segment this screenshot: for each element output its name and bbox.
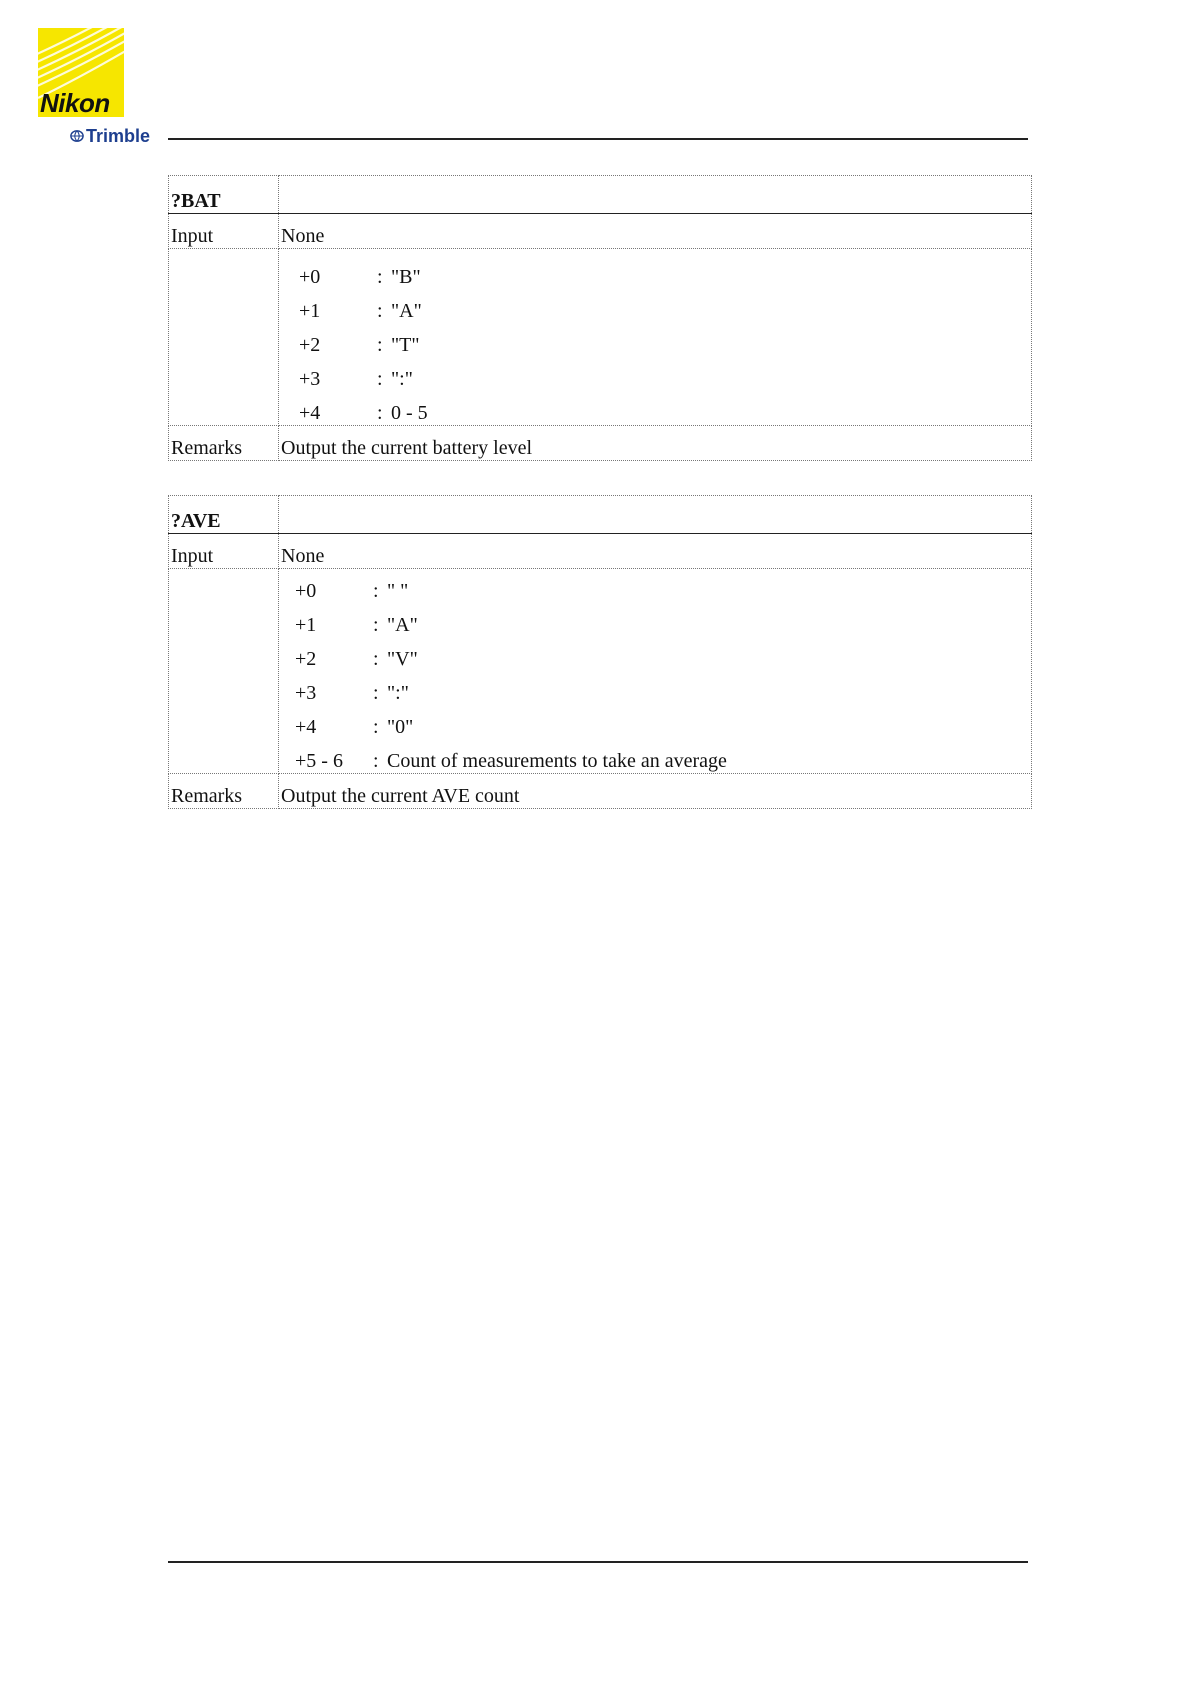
input-value: None: [279, 534, 1032, 569]
remarks-value: Output the current AVE count: [279, 774, 1032, 809]
output-value: Count of measurements to take an average: [387, 750, 727, 772]
output-line: [279, 391, 1031, 425]
command-title-blank: [279, 176, 1032, 214]
output-value: ":": [387, 682, 409, 704]
output-line: [279, 603, 1031, 637]
command-title-blank: [279, 496, 1032, 534]
output-line: [279, 357, 1031, 391]
output-offset: +0: [295, 580, 317, 602]
output-value: "0": [387, 716, 414, 738]
command-name: ?AVE: [169, 496, 279, 534]
output-offset: +3: [295, 682, 317, 704]
logo-nikon-text: Nikon: [40, 88, 110, 117]
output-value: "A": [391, 300, 422, 322]
output-offset: +4: [295, 716, 317, 738]
output-list: [279, 249, 1032, 426]
remarks-label: Remarks: [169, 774, 279, 809]
output-value: "T": [391, 334, 420, 356]
output-label-blank: [169, 569, 279, 774]
command-table-ave: [168, 495, 1032, 809]
nikon-trimble-logo: [38, 28, 153, 151]
output-line: [279, 739, 1031, 773]
output-line: [279, 671, 1031, 705]
input-row: [169, 214, 1032, 249]
output-colon: :: [373, 716, 379, 738]
trimble-globe-icon: [70, 129, 84, 143]
output-colon: :: [377, 368, 383, 390]
logo-trimble-text: Trimble: [85, 125, 150, 146]
input-row: [169, 534, 1032, 569]
command-name: ?BAT: [169, 176, 279, 214]
output-colon: :: [377, 266, 383, 288]
output-colon: :: [373, 580, 379, 602]
logo-trimble: [70, 123, 153, 149]
output-line: [279, 637, 1031, 671]
remarks-value: Output the current battery level: [279, 426, 1032, 461]
output-colon: :: [373, 750, 379, 772]
output-row: [169, 569, 1032, 774]
output-colon: :: [373, 648, 379, 670]
header-rule: [168, 138, 1028, 140]
output-offset: +5 - 6: [295, 750, 343, 772]
output-line: [279, 255, 1031, 289]
output-offset: +3: [299, 368, 321, 390]
output-value: " ": [387, 580, 409, 602]
remarks-row: [169, 774, 1032, 809]
output-value: 0 - 5: [391, 402, 428, 424]
output-offset: +0: [299, 266, 321, 288]
output-offset: +2: [295, 648, 317, 670]
command-title-row: [169, 496, 1032, 534]
output-colon: :: [377, 300, 383, 322]
output-offset: +1: [295, 614, 317, 636]
remarks-row: [169, 426, 1032, 461]
output-offset: +2: [299, 334, 321, 356]
logo-yellow-block: [38, 28, 124, 117]
output-line: [279, 569, 1031, 603]
output-offset: +1: [299, 300, 321, 322]
command-table-bat: [168, 175, 1032, 461]
output-row: [169, 249, 1032, 426]
output-line: [279, 705, 1031, 739]
remarks-label: Remarks: [169, 426, 279, 461]
output-list: [279, 569, 1032, 774]
input-label: Input: [169, 214, 279, 249]
output-colon: :: [377, 334, 383, 356]
output-colon: :: [377, 402, 383, 424]
input-label: Input: [169, 534, 279, 569]
output-colon: :: [373, 614, 379, 636]
output-value: "V": [387, 648, 418, 670]
output-offset: +4: [299, 402, 321, 424]
output-colon: :: [373, 682, 379, 704]
output-value: ":": [391, 368, 413, 390]
input-value: None: [279, 214, 1032, 249]
output-label-blank: [169, 249, 279, 426]
footer-rule: [168, 1561, 1028, 1563]
output-value: "B": [391, 266, 421, 288]
output-line: [279, 323, 1031, 357]
command-title-row: [169, 176, 1032, 214]
output-line: [279, 289, 1031, 323]
output-value: "A": [387, 614, 418, 636]
